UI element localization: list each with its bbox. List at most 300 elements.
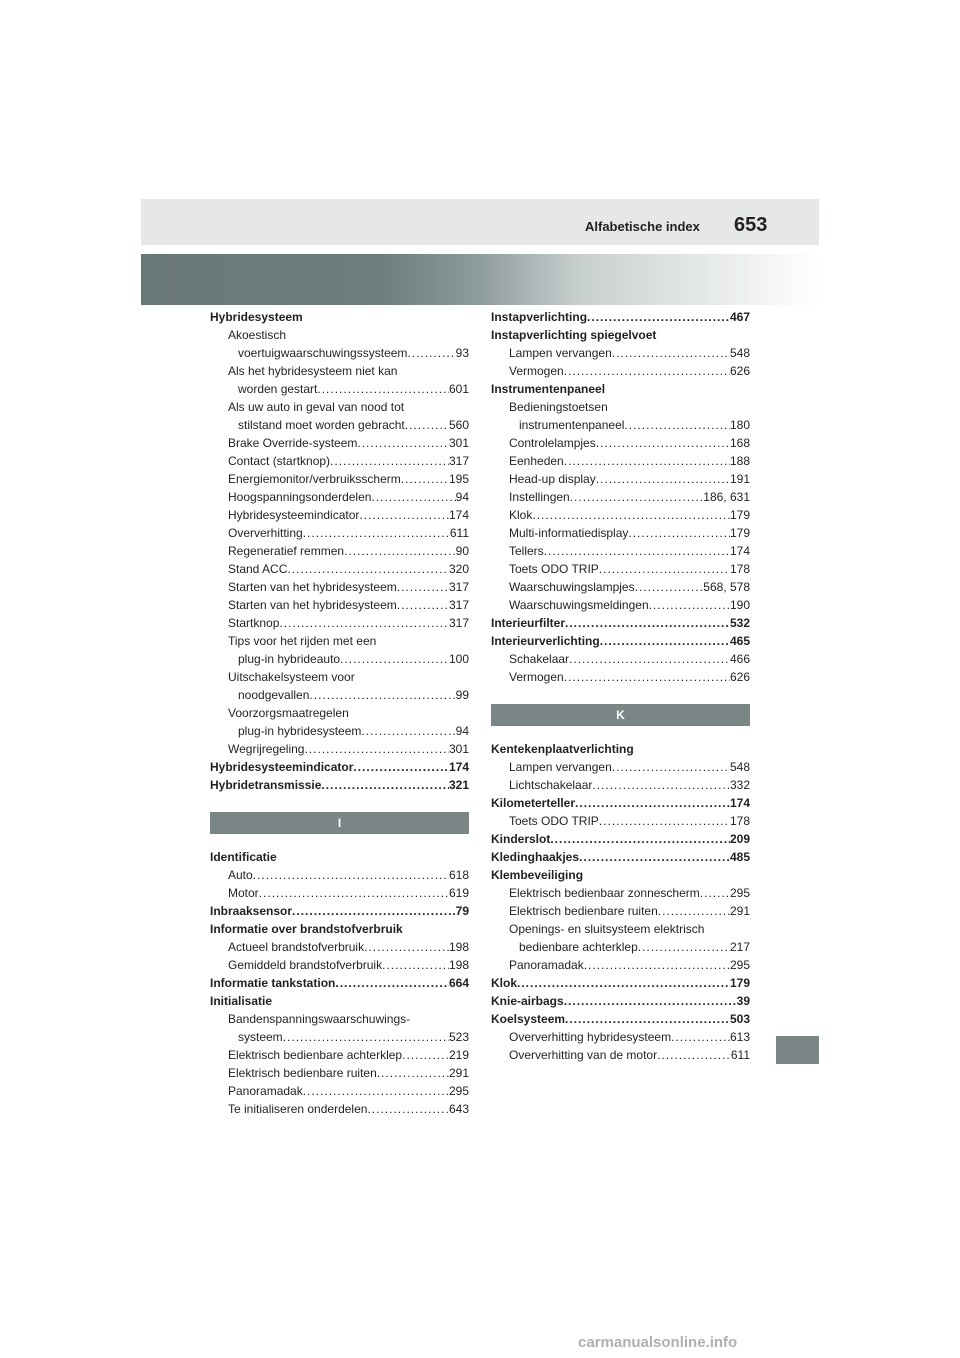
index-entry-label: Instapverlichting spiegelvoet (491, 328, 657, 342)
index-entry (491, 902, 750, 920)
index-entry-label: worden gestart (238, 382, 318, 396)
index-entry-page: 548 (729, 760, 750, 774)
index-entry (491, 830, 750, 848)
index-entry-page: 198 (448, 940, 469, 954)
index-entry-label: Elektrisch bedienbare ruiten (228, 1066, 377, 1080)
dot-leader (397, 578, 449, 596)
index-entry-label: Klok (509, 508, 533, 522)
index-entry-label: Startknop (228, 616, 280, 630)
dot-leader (599, 812, 730, 830)
index-entry-label: Vermogen (509, 364, 564, 378)
dot-leader (599, 560, 730, 578)
index-entry (210, 884, 469, 902)
chapter-thumb-tab (776, 1036, 819, 1064)
index-entry-label: Voorzorgsmaatregelen (228, 706, 349, 720)
index-entry (491, 470, 750, 488)
index-entry (210, 668, 469, 686)
dot-leader (649, 596, 730, 614)
index-entry-page: 179 (729, 526, 750, 540)
watermark: carmanualsonline.info (578, 1334, 738, 1351)
index-entry-page: 219 (448, 1048, 469, 1062)
dot-leader (700, 884, 730, 902)
index-entry-label: bedienbare achterklep (519, 940, 638, 954)
index-entry-page: 79 (455, 904, 469, 918)
index-entry-label: Stand ACC (228, 562, 288, 576)
dot-leader (564, 452, 730, 470)
page-title: Alfabetische index (585, 219, 700, 234)
index-entry-label: Multi-informatiedisplay (509, 526, 629, 540)
dot-leader (635, 578, 704, 596)
dot-leader (564, 992, 737, 1010)
index-entry (210, 920, 469, 938)
index-entry (491, 560, 750, 578)
index-entry-page: 465 (729, 634, 750, 648)
index-entry-label: Lampen vervangen (509, 760, 612, 774)
index-entry (491, 596, 750, 614)
index-entry-page: 601 (448, 382, 469, 396)
dot-leader (371, 488, 455, 506)
index-entry-label: Akoestisch (228, 328, 287, 342)
index-entry-label: Waarschuwingslampjes (509, 580, 635, 594)
dot-leader (397, 596, 449, 614)
dot-leader (612, 758, 730, 776)
index-entry-page: 295 (729, 886, 750, 900)
index-entry-page: 100 (448, 652, 469, 666)
index-column-right (491, 308, 750, 1064)
dot-leader (330, 452, 449, 470)
dot-leader (402, 1046, 449, 1064)
dot-leader (638, 938, 730, 956)
index-entry (210, 542, 469, 560)
index-entry-label: Klok (491, 976, 518, 990)
dot-leader (253, 866, 449, 884)
index-entry-label: Regeneratief remmen (228, 544, 345, 558)
gradient-banner (141, 254, 819, 305)
index-entry-page: 39 (736, 994, 750, 1008)
index-entry-label: instrumentenpaneel (519, 418, 625, 432)
dot-leader (407, 344, 455, 362)
index-entry (210, 848, 469, 866)
index-entry-label: Oververhitting (228, 526, 303, 540)
dot-leader (658, 902, 730, 920)
index-entry (491, 740, 750, 758)
index-entry-label: Motor (228, 886, 259, 900)
index-entry (210, 308, 469, 326)
index-entry-page: 643 (448, 1102, 469, 1116)
index-entry-label: Waarschuwingsmeldingen (509, 598, 649, 612)
index-entry-page: 198 (448, 958, 469, 972)
index-entry (491, 344, 750, 362)
index-entry (210, 578, 469, 596)
index-entry-page: 295 (729, 958, 750, 972)
index-entry-label: Instellingen (509, 490, 570, 504)
index-entry (210, 452, 469, 470)
dot-leader (564, 668, 730, 686)
index-entry (210, 722, 469, 740)
index-entry (210, 398, 469, 416)
index-entry-page: 485 (729, 850, 750, 864)
dot-leader (361, 722, 455, 740)
dot-leader (405, 416, 449, 434)
index-entry-label: Gemiddeld brandstofverbruik (228, 958, 383, 972)
index-entry-label: Instrumentenpaneel (491, 382, 606, 396)
index-entry-label: Openings- en sluitsysteem elektrisch (509, 922, 705, 936)
index-entry (210, 524, 469, 542)
dot-leader (353, 758, 449, 776)
index-entry-label: systeem (238, 1030, 283, 1044)
index-entry (491, 776, 750, 794)
dot-leader (565, 614, 730, 632)
index-entry-label: plug-in hybridesysteem (238, 724, 362, 738)
index-entry-label: plug-in hybrideauto (238, 652, 341, 666)
index-entry (491, 524, 750, 542)
index-entry (491, 920, 750, 938)
index-entry (491, 668, 750, 686)
index-entry-label: Tellers (509, 544, 544, 558)
index-entry-page: 174 (448, 760, 469, 774)
index-entry (491, 398, 750, 416)
index-entry (210, 902, 469, 920)
index-entry-label: Instapverlichting (491, 310, 588, 324)
index-entry (210, 1064, 469, 1082)
dot-leader (344, 542, 456, 560)
dot-leader (624, 416, 730, 434)
index-entry-label: Controlelampjes (509, 436, 596, 450)
index-entry-page: 503 (729, 1012, 750, 1026)
index-entry (491, 1010, 750, 1028)
index-entry (491, 308, 750, 326)
dot-leader (401, 470, 449, 488)
index-entry-label: Hybridesysteemindicator (210, 760, 354, 774)
index-entry (210, 344, 469, 362)
index-entry-label: Klembeveiliging (491, 868, 584, 882)
index-entry (210, 686, 469, 704)
dot-leader (377, 1064, 449, 1082)
index-entry-page: 317 (448, 598, 469, 612)
index-entry-page: 560 (448, 418, 469, 432)
index-entry-label: Schakelaar (509, 652, 570, 666)
index-entry-label: Toets ODO TRIP (509, 562, 599, 576)
index-entry-page: 174 (729, 796, 750, 810)
index-entry-label: Kledinghaakjes (491, 850, 580, 864)
index-entry-page: 321 (448, 778, 469, 792)
index-entry (210, 326, 469, 344)
index-entry-page: 317 (448, 616, 469, 630)
index-entry-page: 174 (729, 544, 750, 558)
index-entry-page: 611 (449, 526, 469, 540)
index-entry (491, 758, 750, 776)
index-entry-label: noodgevallen (238, 688, 310, 702)
index-entry (491, 866, 750, 884)
index-entry (491, 542, 750, 560)
index-entry (210, 488, 469, 506)
index-entry (210, 506, 469, 524)
index-entry-label: Starten van het hybridesysteem (228, 598, 397, 612)
index-entry (210, 1100, 469, 1118)
index-entry-page: 94 (455, 490, 469, 504)
index-entry (210, 776, 469, 794)
dot-leader (517, 974, 730, 992)
index-entry (491, 884, 750, 902)
index-entry-page: 291 (729, 904, 750, 918)
dot-leader (587, 308, 730, 326)
index-entry-page: 618 (448, 868, 469, 882)
index-entry-label: stilstand moet worden gebracht (238, 418, 405, 432)
index-entry-page: 532 (729, 616, 750, 630)
index-entry-page: 195 (448, 472, 469, 486)
index-entry-page: 93 (455, 346, 469, 360)
index-entry-label: voertuigwaarschuwingssysteem (238, 346, 408, 360)
section-header-k: K (491, 704, 750, 726)
index-entry-label: Contact (startknop) (228, 454, 331, 468)
index-entry-label: Brake Override-systeem (228, 436, 358, 450)
index-entry-page: 320 (448, 562, 469, 576)
index-entry-label: Starten van het hybridesysteem (228, 580, 397, 594)
index-entry-label: Bedieningstoetsen (509, 400, 608, 414)
index-entry-label: Toets ODO TRIP (509, 814, 599, 828)
index-entry (210, 1046, 469, 1064)
index-entry-page: 626 (729, 364, 750, 378)
index-entry-page: 178 (729, 814, 750, 828)
dot-leader (565, 1010, 730, 1028)
index-entry-label: Auto (228, 868, 253, 882)
dot-leader (570, 488, 704, 506)
index-entry-page: 90 (455, 544, 469, 558)
index-entry-label: Oververhitting van de motor (509, 1048, 658, 1062)
index-entry (210, 974, 469, 992)
index-entry-page: 99 (455, 688, 469, 702)
dot-leader (304, 740, 448, 758)
index-entry (491, 650, 750, 668)
index-entry-label: Hybridesysteem (210, 310, 303, 324)
index-entry (491, 326, 750, 344)
index-entry-label: Eenheden (509, 454, 564, 468)
index-entry-label: Panoramadak (509, 958, 584, 972)
dot-leader (287, 560, 449, 578)
index-entry-page: 168 (729, 436, 750, 450)
index-entry-label: Kentekenplaatverlichting (491, 742, 634, 756)
index-entry-label: Kinderslot (491, 832, 551, 846)
index-entry-page: 301 (448, 436, 469, 450)
dot-leader (579, 848, 730, 866)
index-entry (491, 434, 750, 452)
index-entry-page: 94 (455, 724, 469, 738)
dot-leader (592, 776, 730, 794)
index-entry-page: 568, 578 (703, 580, 750, 594)
index-entry (210, 650, 469, 668)
dot-leader (357, 434, 449, 452)
index-entry-label: Lichtschakelaar (509, 778, 593, 792)
index-entry-page: 174 (448, 508, 469, 522)
dot-leader (575, 794, 730, 812)
index-entry (210, 758, 469, 776)
index-entry (210, 992, 469, 1010)
index-entry-label: Informatie over brandstofverbruik (210, 922, 403, 936)
index-entry-page: 332 (729, 778, 750, 792)
index-entry-page: 291 (448, 1066, 469, 1080)
index-entry (491, 956, 750, 974)
index-entry (210, 1028, 469, 1046)
page-number: 653 (734, 214, 768, 236)
index-entry-label: Koelsysteem (491, 1012, 566, 1026)
dot-leader (292, 902, 456, 920)
index-entry-page: 317 (448, 454, 469, 468)
index-entry-page: 179 (729, 976, 750, 990)
index-entry (491, 578, 750, 596)
index-entry (491, 632, 750, 650)
index-entry (491, 812, 750, 830)
dot-leader (367, 1100, 449, 1118)
index-entry-label: Tips voor het rijden met een (228, 634, 377, 648)
index-entry-page: 619 (448, 886, 469, 900)
dot-leader (364, 938, 449, 956)
index-entry-label: Hybridetransmissie (210, 778, 322, 792)
index-entry (210, 1082, 469, 1100)
index-entry-page: 611 (730, 1048, 750, 1062)
index-entry-label: Actueel brandstofverbruik (228, 940, 365, 954)
index-entry-page: 467 (729, 310, 750, 324)
dot-leader (532, 506, 730, 524)
dot-leader (584, 956, 730, 974)
index-entry (491, 488, 750, 506)
index-entry-page: 178 (729, 562, 750, 576)
index-entry-page: 190 (729, 598, 750, 612)
index-entry (491, 506, 750, 524)
index-entry (491, 1028, 750, 1046)
index-entry-label: Bandenspanningswaarschuwings- (228, 1012, 411, 1026)
header-band (141, 199, 819, 245)
dot-leader (309, 686, 455, 704)
index-entry-label: Identificatie (210, 850, 277, 864)
index-entry (491, 416, 750, 434)
index-entry (210, 956, 469, 974)
index-entry-label: Oververhitting hybridesysteem (509, 1030, 672, 1044)
dot-leader (259, 884, 449, 902)
index-entry-page: 548 (729, 346, 750, 360)
index-entry (210, 362, 469, 380)
index-entry-page: 466 (729, 652, 750, 666)
index-entry (210, 704, 469, 722)
index-entry-label: Energiemonitor/verbruiksscherm (228, 472, 401, 486)
index-entry-page: 180 (729, 418, 750, 432)
index-entry-page: 191 (729, 472, 750, 486)
dot-leader (317, 380, 449, 398)
dot-leader (359, 506, 449, 524)
index-entry-label: Vermogen (509, 670, 564, 684)
index-entry-label: Elektrisch bedienbaar zonnescherm (509, 886, 700, 900)
section-header-i: I (210, 812, 469, 834)
index-entry (210, 596, 469, 614)
index-entry (210, 866, 469, 884)
index-entry-label: Initialisatie (210, 994, 273, 1008)
index-entry (210, 938, 469, 956)
dot-leader (544, 542, 730, 560)
index-entry (491, 362, 750, 380)
index-entry (491, 452, 750, 470)
index-entry (210, 614, 469, 632)
index-entry-label: Hybridesysteemindicator (228, 508, 360, 522)
index-entry (491, 614, 750, 632)
dot-leader (657, 1046, 731, 1064)
dot-leader (321, 776, 449, 794)
index-entry-label: Als uw auto in geval van nood tot (228, 400, 405, 414)
dot-leader (671, 1028, 730, 1046)
index-entry-page: 317 (448, 580, 469, 594)
index-entry-label: Hoogspanningsonderdelen (228, 490, 372, 504)
dot-leader (564, 362, 730, 380)
dot-leader (283, 1028, 449, 1046)
index-column-left (210, 308, 469, 1118)
index-entry (491, 974, 750, 992)
index-entry (491, 938, 750, 956)
index-entry-page: 664 (448, 976, 469, 990)
index-entry (210, 1010, 469, 1028)
index-entry-page: 186, 631 (703, 490, 750, 504)
dot-leader (279, 614, 449, 632)
dot-leader (550, 830, 730, 848)
index-entry-label: Elektrisch bedienbare achterklep (228, 1048, 403, 1062)
index-entry-page: 626 (729, 670, 750, 684)
dot-leader (569, 650, 730, 668)
index-entry (210, 470, 469, 488)
index-entry-label: Elektrisch bedienbare ruiten (509, 904, 658, 918)
index-entry-page: 188 (729, 454, 750, 468)
index-entry (210, 416, 469, 434)
index-entry-label: Kilometerteller (491, 796, 576, 810)
dot-leader (596, 434, 730, 452)
dot-leader (596, 470, 730, 488)
index-entry-page: 523 (448, 1030, 469, 1044)
index-entry (210, 380, 469, 398)
index-entry-page: 217 (729, 940, 750, 954)
index-entry (491, 380, 750, 398)
index-entry-page: 301 (448, 742, 469, 756)
index-entry-label: Uitschakelsysteem voor (228, 670, 355, 684)
index-entry (491, 1046, 750, 1064)
dot-leader (628, 524, 730, 542)
index-entry-page: 613 (729, 1030, 750, 1044)
index-entry-label: Interieurfilter (491, 616, 566, 630)
index-entry (210, 434, 469, 452)
dot-leader (303, 524, 450, 542)
index-entry (491, 848, 750, 866)
index-entry (210, 632, 469, 650)
index-entry (491, 794, 750, 812)
dot-leader (303, 1082, 449, 1100)
dot-leader (600, 632, 730, 650)
dot-leader (335, 974, 449, 992)
dot-leader (612, 344, 730, 362)
index-entry-label: Als het hybridesysteem niet kan (228, 364, 398, 378)
dot-leader (382, 956, 449, 974)
index-entry-page: 295 (448, 1084, 469, 1098)
index-entry-page: 179 (729, 508, 750, 522)
index-entry (491, 992, 750, 1010)
index-entry-label: Knie-airbags (491, 994, 564, 1008)
index-entry (210, 740, 469, 758)
index-entry-label: Inbraaksensor (210, 904, 293, 918)
index-entry-label: Panoramadak (228, 1084, 303, 1098)
index-entry-label: Informatie tankstation (210, 976, 336, 990)
index-entry-label: Wegrijregeling (228, 742, 305, 756)
index-entry-label: Lampen vervangen (509, 346, 612, 360)
index-entry-page: 209 (729, 832, 750, 846)
index-entry-label: Head-up display (509, 472, 596, 486)
dot-leader (340, 650, 449, 668)
index-entry-label: Te initialiseren onderdelen (228, 1102, 368, 1116)
index-entry (210, 560, 469, 578)
index-entry-label: Interieurverlichting (491, 634, 600, 648)
